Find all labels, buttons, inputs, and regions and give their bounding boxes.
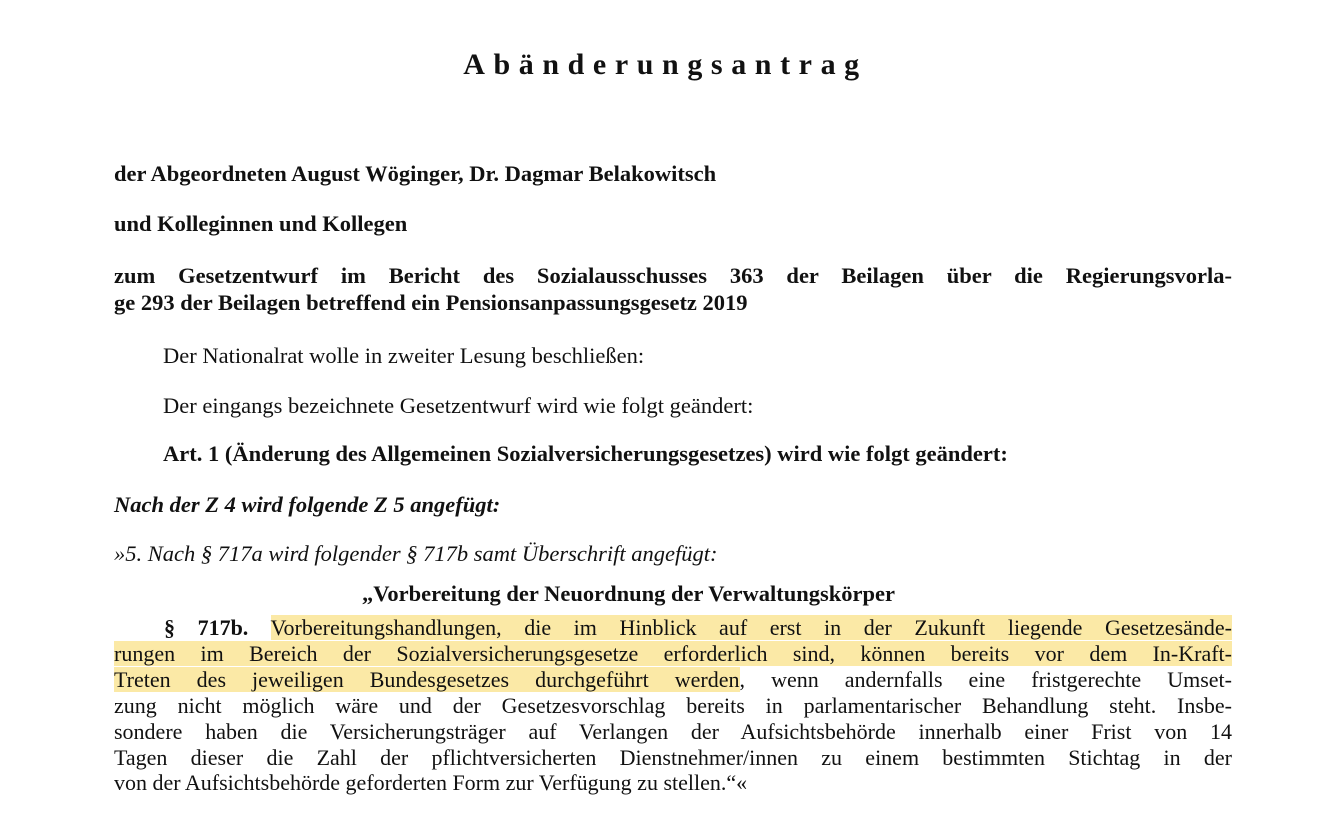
highlighted-text: Treten des jeweiligen Bundesgesetzes durchgeführt werden bbox=[114, 666, 740, 692]
z5-intro: »5. Nach § 717a wird folgender § 717b samt Überschrift angefügt: bbox=[114, 541, 718, 566]
paragraph-line: zung nicht möglich wäre und der Gesetzesvorschlag bereits in parlamentarischer Behandlung steht. Insbe- bbox=[114, 692, 1232, 718]
subject-line-1: zum Gesetzentwurf im Bericht des Sozialausschusses 363 der Beilagen über die Regierungsvorla- bbox=[114, 263, 1232, 288]
section-number: § 717b. bbox=[164, 615, 249, 640]
paragraph-line bbox=[114, 615, 1232, 641]
authors-line-2: und Kolleginnen und Kollegen bbox=[114, 211, 408, 236]
resolution-text: Der Nationalrat wolle in zweiter Lesung beschließen: bbox=[163, 343, 645, 368]
paragraph-line: Tagen dieser die Zahl der pflichtversicherten Dienstnehmer/innen zu einem bestimmten Stichtag in der bbox=[114, 744, 1232, 770]
authors-line-1: der Abgeordneten August Wöginger, Dr. Dagmar Belakowitsch bbox=[114, 161, 717, 186]
section-paragraph bbox=[114, 615, 1232, 796]
document-title: Abänderungsantrag bbox=[463, 48, 868, 81]
highlighted-text: Vorbereitungshandlungen, die im Hinblick auf erst in der Zukunft liegende Gesetzesände- bbox=[270, 615, 1232, 640]
change-intro-text: Der eingangs bezeichnete Gesetzentwurf wird wie folgt geändert: bbox=[163, 393, 754, 418]
z-heading: Nach der Z 4 wird folgende Z 5 angefügt: bbox=[114, 492, 501, 517]
paragraph-line bbox=[114, 667, 1232, 693]
article-heading: Art. 1 (Änderung des Allgemeinen Sozialversicherungsgesetzes) wird wie folgt geändert: bbox=[163, 441, 1008, 466]
paragraph-line: sondere haben die Versicherungsträger auf Verlangen der Aufsichtsbehörde innerhalb einer Frist von 14 bbox=[114, 718, 1232, 744]
paragraph-line bbox=[114, 641, 1232, 667]
paragraph-text: , wenn andernfalls eine fristgerechte Umset- bbox=[739, 666, 1232, 692]
subject-line-2: ge 293 der Beilagen betreffend ein Pensionsanpassungsgesetz 2019 bbox=[114, 290, 748, 315]
highlighted-text: rungen im Bereich der Sozialversicherungsgesetze erforderlich sind, können bereits vor dem In-Kraft- bbox=[114, 640, 1232, 666]
paragraph-line: von der Aufsichtsbehörde geforderten Form zur Verfügung zu stellen.“« bbox=[114, 770, 748, 796]
section-title: „Vorbereitung der Neuordnung der Verwaltungskörper bbox=[362, 581, 895, 606]
